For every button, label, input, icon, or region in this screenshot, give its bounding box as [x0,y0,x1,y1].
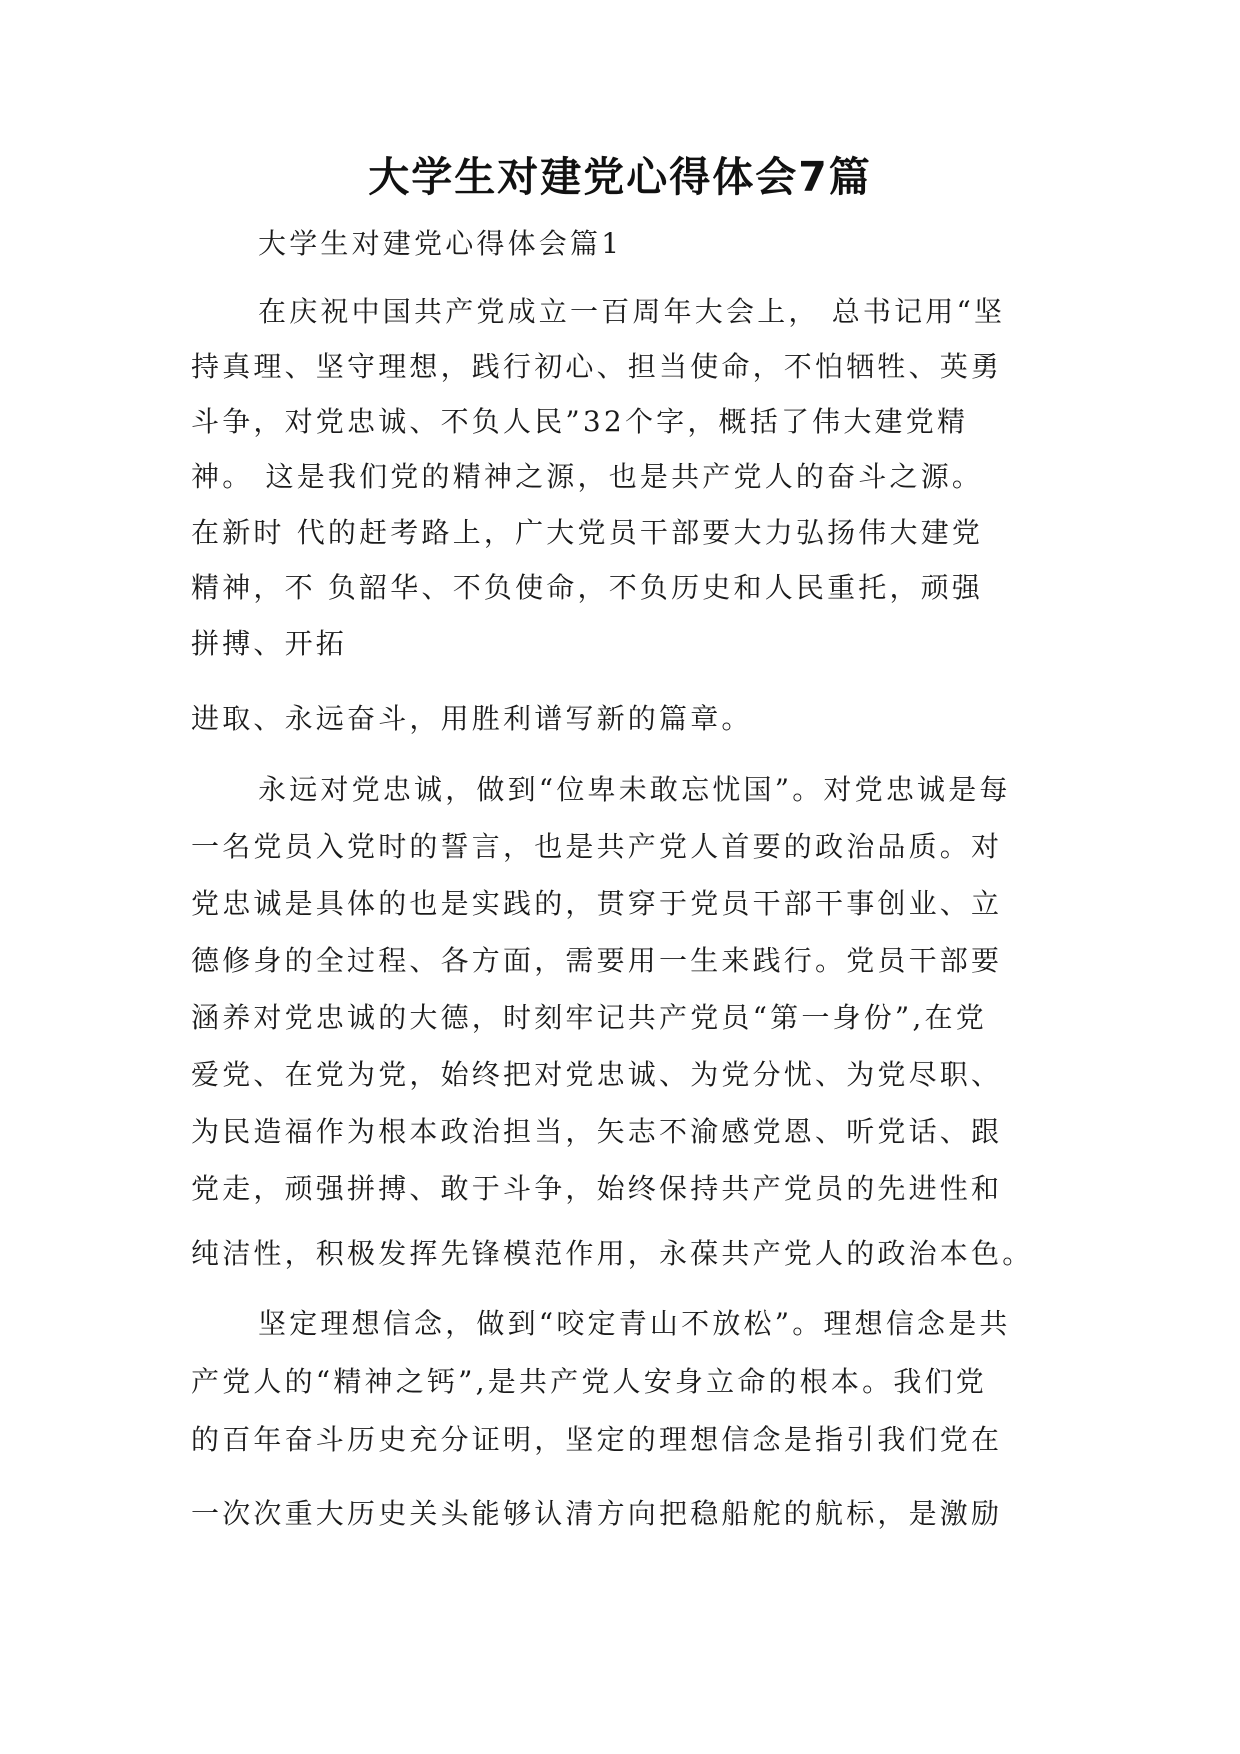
paragraph-line: 的百年奋斗历史充分证明，坚定的理想信念是指引我们党在 [191,1423,1003,1456]
paragraph-line: 一次次重大历史关头能够认清方向把稳船舵的航标，是激励 [191,1497,1003,1530]
paragraph-line: 纯洁性，积极发挥先锋模范作用，永葆共产党人的政治本色。 [191,1237,1034,1270]
paragraph-line: 持真理、坚守理想，践行初心、担当使命，不怕牺牲、英勇 [191,350,1003,383]
paragraph-line: 神。 这是我们党的精神之源，也是共产党人的奋斗之源。 [191,460,984,493]
paragraph-line: 在庆祝中国共产党成立一百周年大会上， 总书记用“坚 [258,295,1006,328]
paragraph-line: 德修身的全过程、各方面，需要用一生来践行。党员干部要 [191,944,1003,977]
document-title: 大学生对建党心得体会7篇 [368,153,872,201]
paragraph-line: 坚定理想信念，做到“咬定青山不放松”。理想信念是共 [258,1307,1011,1340]
paragraph-line: 爱党、在党为党，始终把对党忠诚、为党分忧、为党尽职、 [191,1058,1003,1091]
paragraph-line: 一名党员入党时的誓言，也是共产党人首要的政治品质。对 [191,830,1003,863]
paragraph-line: 精神，不 负韶华、不负使命，不负历史和人民重托，顽强 [191,571,984,604]
paragraph-line: 在新时 代的赶考路上，广大党员干部要大力弘扬伟大建党 [191,516,984,549]
section-heading: 大学生对建党心得体会篇1 [258,227,623,260]
paragraph-line: 为民造福作为根本政治担当，矢志不渝感党恩、听党话、跟 [191,1115,1003,1148]
paragraph-line: 党忠诚是具体的也是实践的，贯穿于党员干部干事创业、立 [191,887,1003,920]
paragraph-line: 产党人的“精神之钙”,是共产党人安身立命的根本。我们党 [191,1365,987,1398]
paragraph-line: 党走，顽强拼搏、敢于斗争，始终保持共产党员的先进性和 [191,1172,1003,1205]
paragraph-line: 拼搏、开拓 [191,627,348,660]
paragraph-line: 涵养对党忠诚的大德，时刻牢记共产党员“第一身份”,在党 [191,1001,987,1034]
paragraph-line: 永远对党忠诚，做到“位卑未敢忘忧国”。对党忠诚是每 [258,773,1011,806]
paragraph-line: 斗争，对党忠诚、不负人民”32个字，概括了伟大建党精 [191,405,969,438]
paragraph-line: 进取、永远奋斗，用胜利谱写新的篇章。 [191,702,753,735]
